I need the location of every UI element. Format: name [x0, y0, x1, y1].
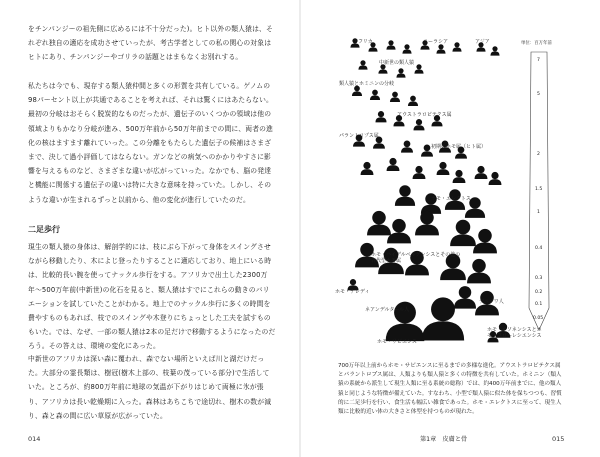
species-label: 初期のホモ属（ヒト属） [431, 144, 487, 150]
axis-unit-label: 単位：百万年前 [521, 41, 552, 46]
species-label: ホモ・サピエンス [377, 339, 417, 345]
hominin-silhouette [490, 46, 499, 55]
hominin-silhouette [370, 90, 380, 100]
hominin-silhouette [358, 60, 367, 69]
hominin-evolution-figure [335, 30, 565, 360]
hominin-silhouette [390, 92, 400, 102]
section-heading: 二足歩行 [28, 225, 60, 234]
hominin-silhouette [413, 166, 426, 179]
hominin-silhouette [453, 170, 466, 183]
hominin-silhouette [414, 64, 423, 73]
hominin-silhouette [375, 111, 386, 122]
page-number-left: 014 [28, 435, 41, 443]
hominin-silhouette [395, 185, 415, 206]
species-label: ホモ・ハイデルベルゲンシスとその他の古代型ホモ属 [371, 252, 461, 264]
species-label: ホモ・ナレディ [335, 289, 370, 295]
axis-tick: 5 [537, 92, 540, 97]
hominin-silhouette [415, 211, 439, 235]
running-head: 第1章 皮膚と骨 [420, 436, 468, 443]
hominin-silhouette [454, 286, 476, 309]
hominin-silhouette [367, 211, 391, 235]
axis-tick: 7 [537, 58, 540, 63]
hominin-silhouette [361, 162, 374, 175]
axis-tick: 1 [537, 210, 540, 215]
axis-tick: 0.3 [535, 276, 543, 281]
hominin-silhouette [402, 44, 411, 53]
hominin-silhouette [467, 259, 491, 283]
species-label: アウストラロピテクス属 [397, 112, 452, 118]
hominin-silhouette [450, 220, 476, 246]
hominin-silhouette [387, 158, 400, 171]
axis-tick: 0.2 [535, 290, 543, 295]
hominin-silhouette [452, 42, 461, 51]
figure-caption: 700万年以上前からホモ・サピエンスに至るまでの多様な進化。アウストラロピテクス属とパラントロプス属は、人類よりも類人猿と多くの特徴を共有していた。ホミニン（類人猿の系統から派生して現生人類に至る系統の総称）では、約400万年前までに、他の類人猿と同じような特徴が備えていた。すなわち、小型で類人猿に似た体を保ちつつも、習慣的に二足歩行を行い、食生活も幅広い雑食であった。ホモ・エレクトスに至って、現生人類に比較的近い体の大きさと体型を持つものが現れた。 [338, 363, 562, 416]
hominin-silhouette [475, 166, 488, 179]
species-label: ホモ・エレクトス [431, 196, 471, 202]
hominin-silhouette [386, 40, 395, 49]
hominin-silhouette [413, 119, 424, 130]
region-label-eurasia: ユーラシア [423, 39, 449, 45]
species-label: 中新世の類人猿 [379, 60, 415, 66]
species-label: ネアンデルタール人 [365, 307, 410, 313]
species-label: デニソワ人 [479, 299, 504, 305]
paragraph-2: 私たちは今でも、現存する類人猿仲間と多くの形質を共有している。ゲノムの98パーセント以上が共通であることを考えれば、それは驚くにはあたらない。最初の分岐はおそらく脱炭的なものだったが、遺伝子のいくつかの領域は他の領域よりもかなり分岐が進み、500万年前から50万年前までの間に、両者の進化の核はますます離れていった。この分離をもたらした遺伝子の候補はさまざまで、決して過小評価してはならない。ガンなどの病気へのかかりやすさに影響を与えるものなど、さまざまな違いが広がっていった。なかでも、脳の発達と機能に関係する遺伝子の違いは特に大きな意味を持っていた。しかし、そのような違いが生まれるずっと以前から、他の変化が進行していたのだ。 [28, 82, 274, 204]
species-label: ホモ・ルソネンシスとホモ・フローレシエンシス [487, 327, 542, 339]
axis-tick: 2 [537, 152, 540, 157]
hominin-silhouette [387, 219, 411, 243]
hominin-silhouette [396, 68, 405, 77]
hominin-silhouette [473, 229, 497, 253]
region-label-asia: アジア [475, 39, 490, 45]
page-number-right: 015 [552, 435, 565, 443]
paragraph-4: 中新世のアフリカは深い森に覆われ、森でない場所といえば川と湖だけだった。大部分の霊長類は、樹冠(樹木上部の、枝葉の茂っている部分)で生活していた。ところが、約800万年前に地球の気温が下がりはじめて両極に氷が張り、アフリカは長い乾燥期に入った。森林はあちこちで途切れ、樹木の数が減り、森と森の間に広い草原が広がっていた。 [28, 355, 272, 420]
hominin-silhouette [436, 44, 445, 53]
axis-tick: 0.1 [535, 302, 543, 307]
species-label: 類人猿とホミニンの分岐 [339, 81, 395, 87]
hominin-silhouette [401, 140, 413, 152]
hominin-silhouette [437, 162, 450, 175]
hominin-silhouette [489, 172, 502, 185]
species-label: パラントロプス属 [339, 133, 379, 139]
axis-tick: 0.4 [535, 246, 543, 251]
hominin-silhouette [408, 96, 418, 106]
region-label-africa: アフリカ [353, 39, 373, 45]
axis-tick: 0.05 [533, 316, 544, 321]
axis-tick: 1.5 [535, 187, 543, 192]
paragraph-3: 現生の類人猿の身体は、解剖学的には、枝にぶら下がって身体をスイングさせながら移動したり、木によじ登ったりすることに適応しており、地上にいる時は、比較的長い腕を使ってナックル歩行をする。アフリカで出土した2300万年〜500万年前(中新世)の化石を見ると、類人猿はすでにこれらの動きのバリエーションを試していたことがわかる。地上でのナックル歩行に多くの時間を費やすものもあれば、枝でのスイングや木登りにちょっとした工夫を試すものもいた。では、なぜ、一部の類人猿は2本の足だけで移動するようになったのだろう。その答えは、環境の変化にあった。 [28, 243, 276, 351]
paragraph-1: をチンパンジーの祖先側に広めるには不十分だった)。ヒト以外の類人猿は、それぞれ独自の適応を成功させていったが、考古学者としての私の関心の対象はヒトにあり、チンパンジーやゴリラの話題とはまもなくお別れする。 [28, 25, 273, 62]
hominin-silhouette [352, 86, 362, 96]
